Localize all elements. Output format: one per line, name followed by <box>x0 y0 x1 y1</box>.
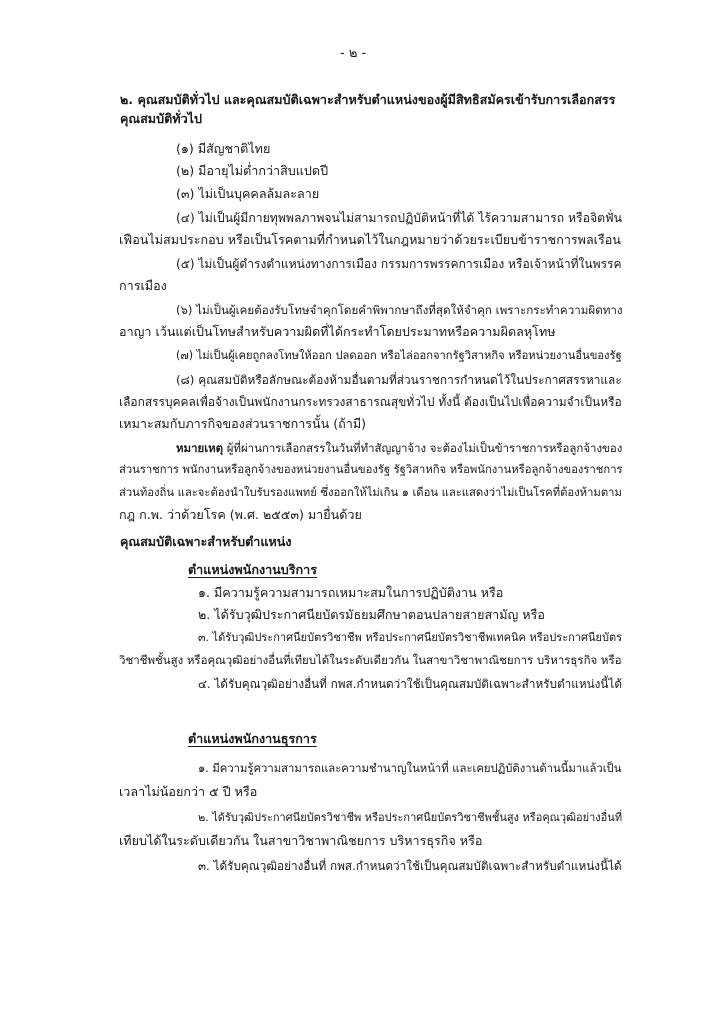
note-line1 <box>176 440 622 456</box>
general-item-3: (๓) ไม่เป็นบุคคลล้มละลาย <box>176 186 320 201</box>
general-qualifications-heading: คุณสมบัติทั่วไป <box>120 111 202 126</box>
general-item-5-line2: การเมือง <box>119 278 167 293</box>
page-number: - ๒ - <box>340 46 367 61</box>
business-item-3: ๓. ได้รับคุณวุฒิอย่างอื่นที่ กพส.กำหนดว่าใช้เป็นคุณสมบัติเฉพาะสำหรับตำแหน่งนี้ได้ <box>198 859 622 873</box>
general-item-5-line1: (๕) ไม่เป็นผู้ดำรงตำแหน่งทางการเมือง กรรมการพรรคการเมือง หรือเจ้าหน้าที่ในพรรค <box>176 257 622 271</box>
specific-qualifications-heading: คุณสมบัติเฉพาะสำหรับตำแหน่ง <box>120 534 292 549</box>
general-item-8-line3: เหมาะสมกับภารกิจของส่วนราชการนั้น (ถ้ามี) <box>119 416 367 431</box>
note-line2: ส่วนราชการ พนักงานหรือลูกจ้างของหน่วยงานอื่นของรัฐ รัฐวิสาหกิจ หรือพนักงานหรือลูกจ้างของราชการ <box>119 463 623 476</box>
business-item-1-line1: ๑. มีความรู้ความสามารถและความชำนาญในหน้าที่ และเคยปฏิบัติงานด้านนี้มาแล้วเป็น <box>198 762 622 775</box>
note-text: ผู้ที่ผ่านการเลือกสรรในวันที่ทำสัญญาจ้าง จะต้องไม่เป็นข้าราชการหรือลูกจ้างของ <box>223 441 623 455</box>
business-position-title: ตำแหน่งพนักงานธุรการ <box>188 731 317 746</box>
service-item-3-line1: ๓. ได้รับวุฒิประกาศนียบัตรวิชาชีพ หรือประกาศนียบัตรวิชาชีพเทคนิค หรือประกาศนียบัตร <box>198 631 623 644</box>
general-item-8-line2: เลือกสรรบุคคลเพื่อจ้างเป็นพนักงานกระทรวงสาธารณสุขทั่วไป ทั้งนี้ ต้องเป็นไปเพื่อความจำเป็นหรือ <box>119 395 622 409</box>
business-item-1-line2: เวลาไม่น้อยกว่า ๕ ปี หรือ <box>119 784 258 799</box>
service-item-2: ๒. ได้รับวุฒิประกาศนียบัตรมัธยมศึกษาตอนปลายสายสามัญ หรือ <box>198 607 545 622</box>
general-item-8-line1: (๘) คุณสมบัติหรือลักษณะต้องห้ามอื่นตามที่ส่วนราชการกำหนดไว้ในประกาศสรรหาและ <box>176 373 622 387</box>
service-position-title: ตำแหน่งพนักงานบริการ <box>188 562 318 577</box>
general-item-2: (๒) มีอายุไม่ต่ำกว่าสิบแปดปี <box>176 163 329 178</box>
business-item-2-line2: เทียบได้ในระดับเดียวกัน ในสาขาวิชาพาณิชยการ บริหารธุรกิจ หรือ <box>119 833 483 848</box>
general-item-4-line1: (๔) ไม่เป็นผู้มีกายทุพพลภาพจนไม่สามารถปฏิบัติหน้าที่ได้ ไร้ความสามารถ หรือจิตฟั่น <box>176 211 623 225</box>
general-item-7: (๗) ไม่เป็นผู้เคยถูกลงโทษให้ออก ปลดออก หรือไล่ออกจากรัฐวิสาหกิจ หรือหน่วยงานอื่นของรัฐ <box>176 349 622 362</box>
service-item-1: ๑. มีความรู้ความสามารถเหมาะสมในการปฏิบัติงาน หรือ <box>198 585 504 600</box>
general-item-1: (๑) มีสัญชาติไทย <box>176 141 271 156</box>
note-line3: ส่วนท้องถิ่น และจะต้องนำใบรับรองแพทย์ ซึ่งออกให้ไม่เกิน ๑ เดือน และแสดงว่าไม่เป็นโรคที่ต้องห้ามตาม <box>119 486 622 499</box>
note-label: หมายเหตุ <box>176 441 224 455</box>
general-item-6-line2: อาญา เว้นแต่เป็นโทษสำหรับความผิดที่ได้กระทำโดยประมาทหรือความผิดลหุโทษ <box>119 324 556 339</box>
note-line4: กฎ ก.พ. ว่าด้วยโรค (พ.ศ. ๒๕๕๓) มายื่นด้วย <box>119 507 362 522</box>
section-heading: ๒. คุณสมบัติทั่วไป และคุณสมบัติเฉพาะสำหรับตำแหน่งของผู้มีสิทธิสมัครเข้ารับการเลือกสรร <box>120 92 616 107</box>
general-item-4-line2: เฟือนไม่สมประกอบ หรือเป็นโรคตามที่กำหนดไว้ในกฎหมายว่าด้วยระเบียบข้าราชการพลเรือน <box>119 232 621 247</box>
business-item-2-line1: ๒. ได้รับวุฒิประกาศนียบัตรวิชาชีพ หรือประกาศนียบัตรวิชาชีพชั้นสูง หรือคุณวุฒิอย่างอื่นที่ <box>198 811 623 824</box>
general-item-6-line1: (๖) ไม่เป็นผู้เคยต้องรับโทษจำคุกโดยคำพิพากษาถึงที่สุดให้จำคุก เพราะกระทำความผิดทาง <box>176 303 623 317</box>
service-item-4: ๔. ได้รับคุณวุฒิอย่างอื่นที่ กพส.กำหนดว่าใช้เป็นคุณสมบัติเฉพาะสำหรับตำแหน่งนี้ได้ <box>198 677 622 691</box>
service-item-3-line2: วิชาชีพชั้นสูง หรือคุณวุฒิอย่างอื่นที่เทียบได้ในระดับเดียวกัน ในสาขาวิชาพาณิชยการ บริหารธุรกิจ หรือ <box>119 653 622 667</box>
